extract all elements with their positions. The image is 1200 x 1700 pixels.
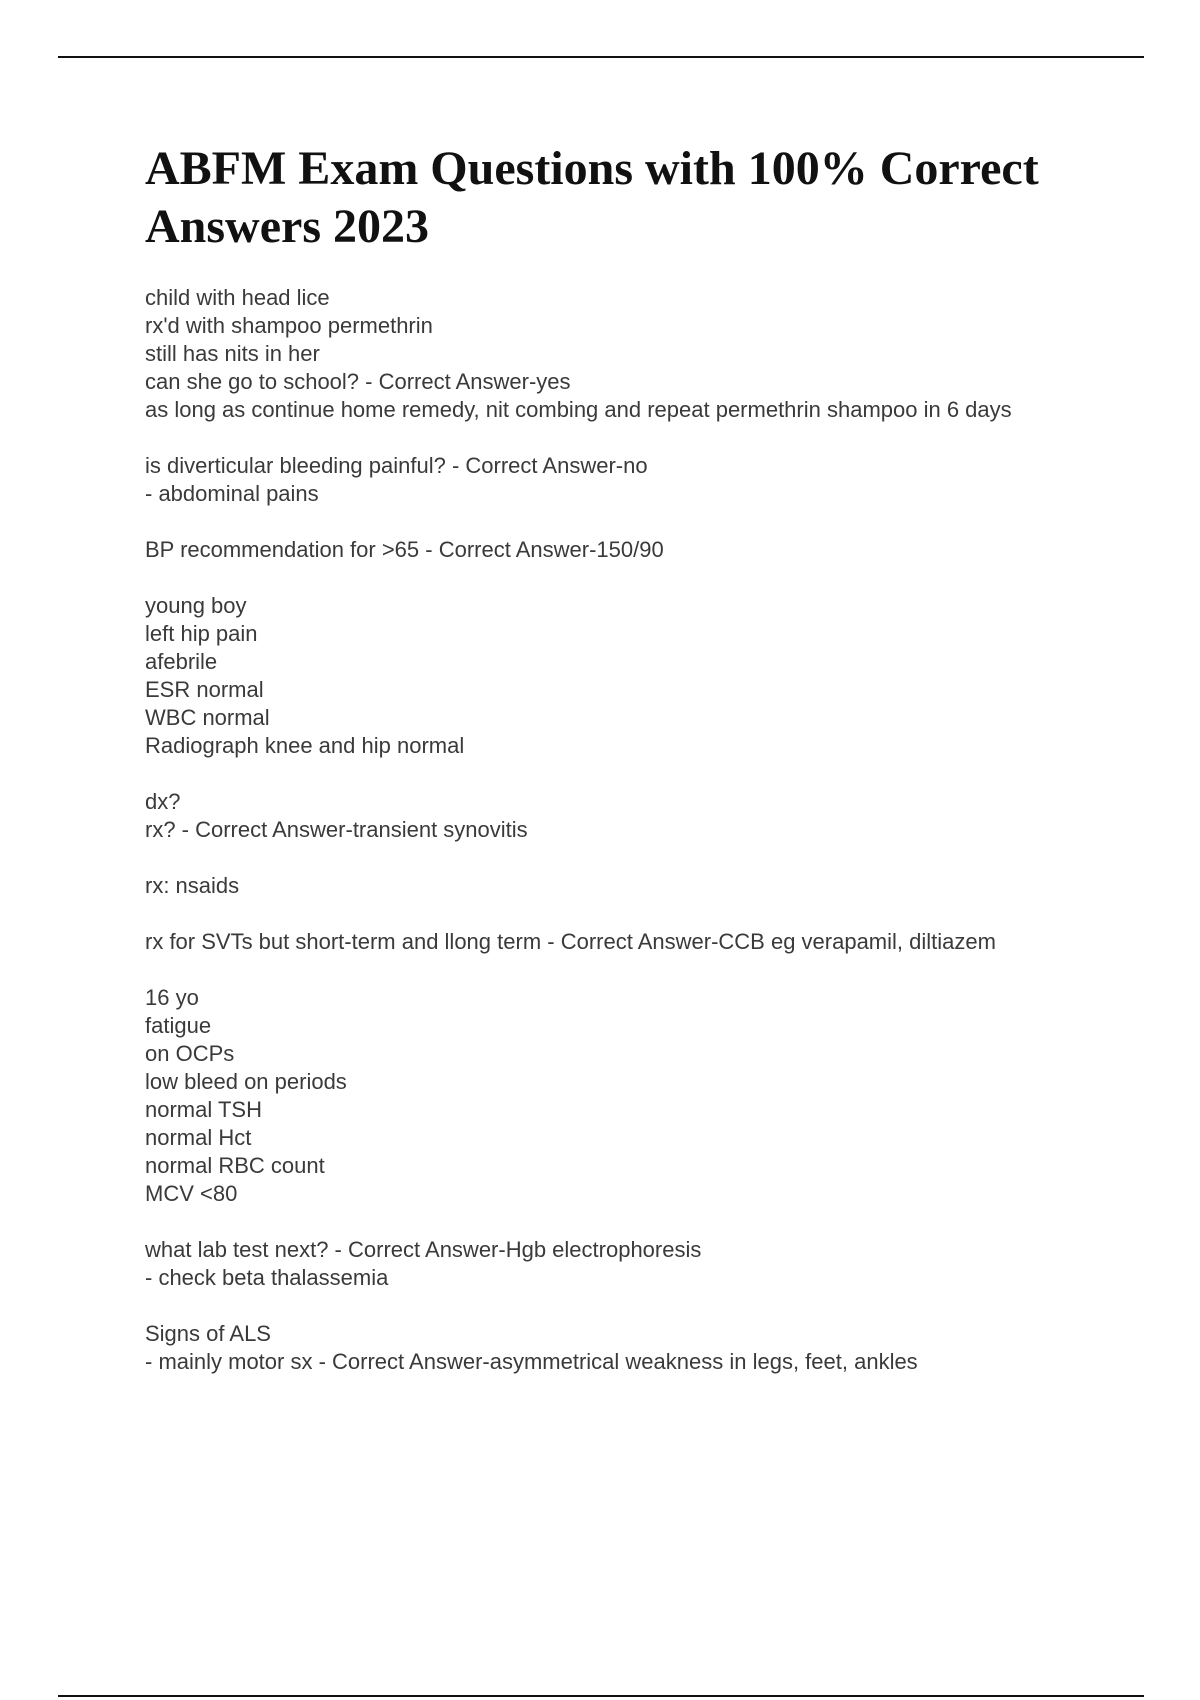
- text-line: normal TSH: [145, 1097, 262, 1122]
- text-line: dx?: [145, 789, 181, 814]
- text-line: 16 yo: [145, 985, 199, 1010]
- qa-entry-lab-test: [145, 1236, 1105, 1292]
- qa-entry-fatigue-case: [145, 984, 1105, 1208]
- text-line: fatigue: [145, 1013, 212, 1038]
- bottom-rule: [58, 1695, 1144, 1697]
- top-rule: [58, 56, 1144, 58]
- text-line: - mainly motor sx - Correct Answer-asymmetrical weakness in legs, feet, ankles: [145, 1349, 918, 1374]
- text-line: normal RBC count: [145, 1153, 325, 1178]
- text-line: is diverticular bleeding painful? - Correct Answer-no: [145, 453, 648, 478]
- text-line: as long as continue home remedy, nit combing and repeat permethrin shampoo in 6 days: [145, 397, 1012, 422]
- text-line: normal Hct: [145, 1125, 252, 1150]
- text-line: Radiograph knee and hip normal: [145, 733, 465, 758]
- text-line: Signs of ALS: [145, 1321, 271, 1346]
- qa-entry-synovitis: [145, 788, 1105, 844]
- text-line: child with head lice: [145, 285, 330, 310]
- text-line: on OCPs: [145, 1041, 235, 1066]
- text-line: rx for SVTs but short-term and llong term - Correct Answer-CCB eg verapamil, diltiazem: [145, 929, 996, 954]
- qa-entry-bp-recommendation: [145, 536, 1105, 564]
- text-line: young boy: [145, 593, 247, 618]
- text-line: low bleed on periods: [145, 1069, 347, 1094]
- text-line: left hip pain: [145, 621, 258, 646]
- qa-entry-diverticular-bleeding: [145, 452, 1105, 508]
- qa-entry-nsaids: [145, 872, 1105, 900]
- text-line: - check beta thalassemia: [145, 1265, 389, 1290]
- text-line: rx? - Correct Answer-transient synovitis: [145, 817, 528, 842]
- text-line: can she go to school? - Correct Answer-yes: [145, 369, 571, 394]
- text-line: rx'd with shampoo permethrin: [145, 313, 433, 338]
- text-line: what lab test next? - Correct Answer-Hgb electrophoresis: [145, 1237, 702, 1262]
- qa-entry-als: [145, 1320, 1105, 1376]
- qa-entry-svt: [145, 928, 1105, 956]
- text-line: still has nits in her: [145, 341, 320, 366]
- document-body: [145, 284, 1105, 1404]
- text-line: - abdominal pains: [145, 481, 319, 506]
- text-line: MCV <80: [145, 1181, 238, 1206]
- page-title: ABFM Exam Questions with 100% Correct Answers 2023: [145, 142, 1039, 253]
- qa-entry-head-lice: [145, 284, 1105, 424]
- qa-entry-hip-pain-case: [145, 592, 1105, 760]
- text-line: afebrile: [145, 649, 218, 674]
- text-line: ESR normal: [145, 677, 264, 702]
- text-line: rx: nsaids: [145, 873, 240, 898]
- text-line: WBC normal: [145, 705, 270, 730]
- text-line: BP recommendation for >65 - Correct Answer-150/90: [145, 537, 664, 562]
